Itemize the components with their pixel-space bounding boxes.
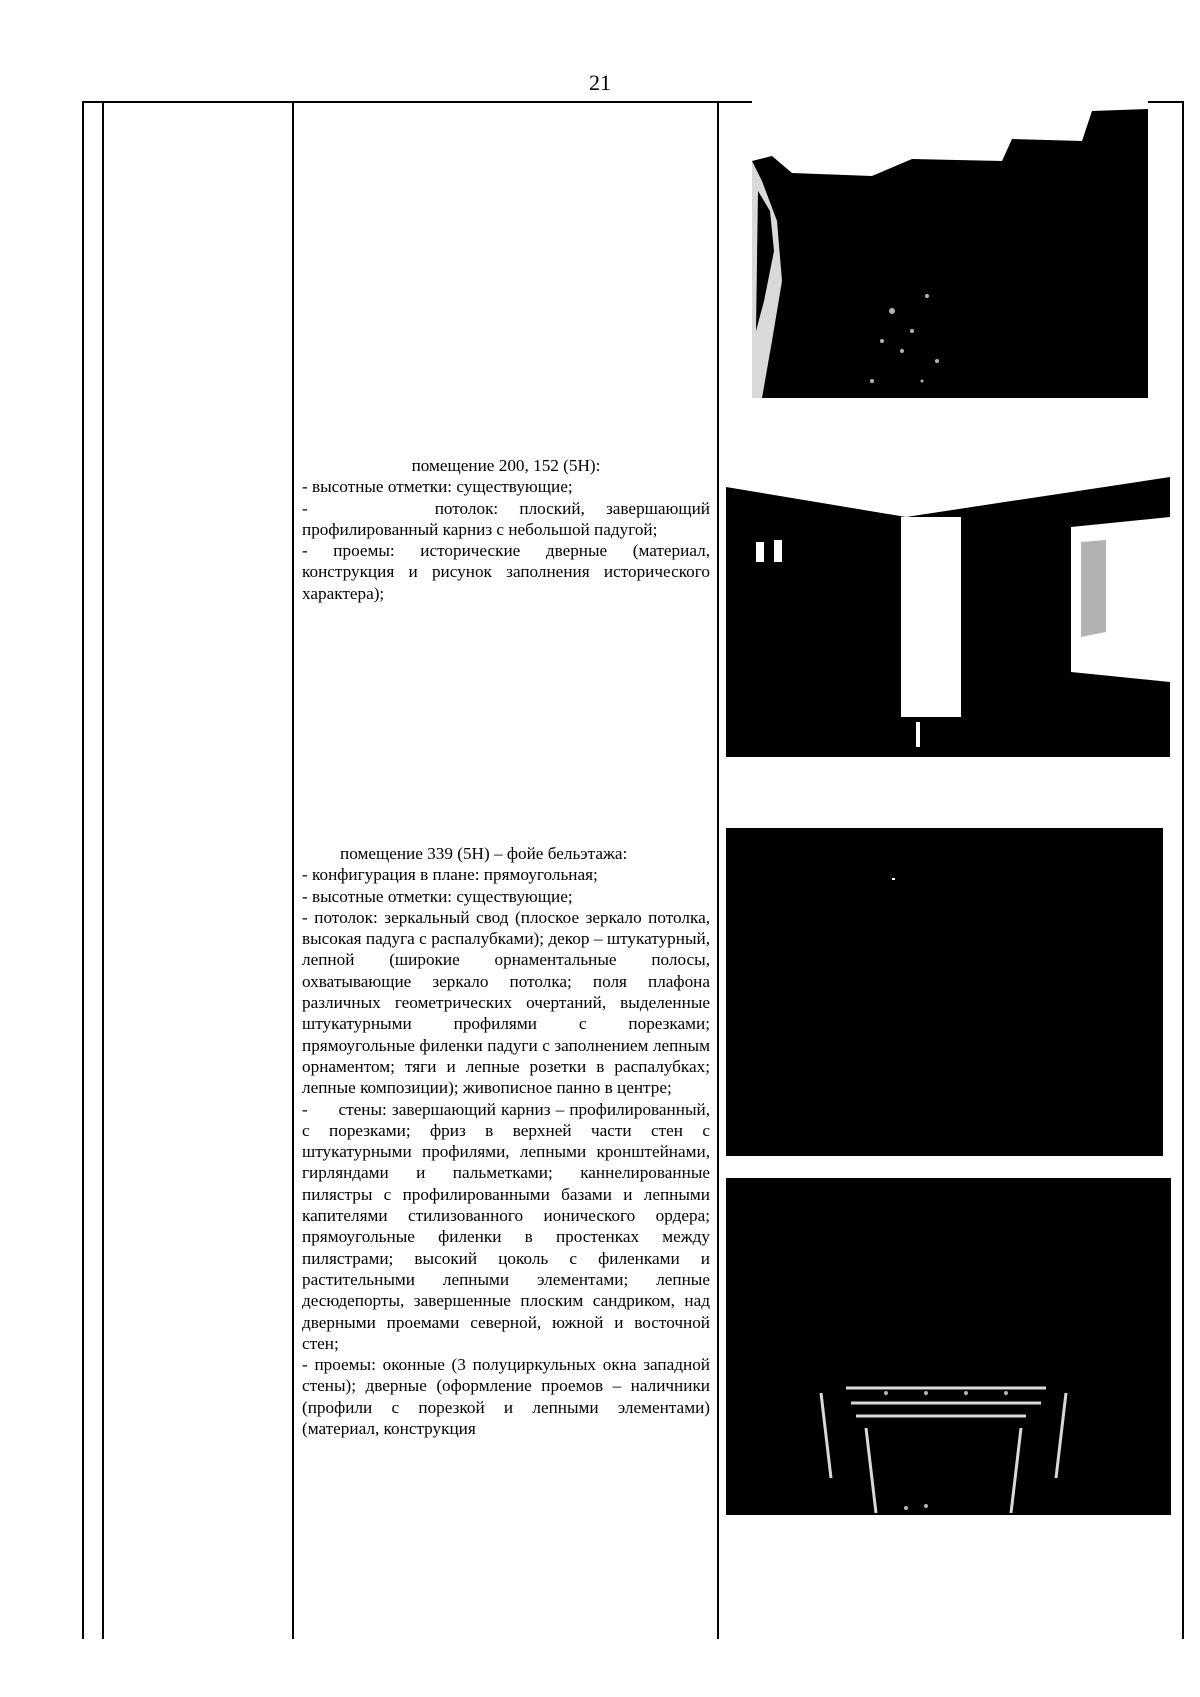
room-339-description [302, 843, 710, 1439]
table-col-line-2 [102, 101, 104, 1639]
room-339-item: - конфигурация в плане: прямоугольная; [302, 865, 598, 885]
photo-foyer-dark [726, 828, 1163, 1156]
room-339-heading: помещение 339 (5Н) – фойе бельэтажа: [340, 844, 628, 863]
photo-ceiling-corner [752, 101, 1148, 398]
room-200-152-description [302, 455, 710, 604]
room-200-152-item: - потолок: плоский, завершающий профилированный карниз с небольшой падугой; [302, 498, 710, 539]
photo-room-door [726, 432, 1170, 757]
table-col-line-1 [82, 101, 84, 1639]
table-col-line-4 [717, 101, 719, 1639]
room-339-item: - потолок: зеркальный свод (плоское зеркало потолка, высокая падуга с распалубками); декор – штукатурный, лепной (широкие орнаментальные полосы, охватывающие зеркало потолка; поля плафона различных геометрических очертаний, выделенные штукатурными профилями с порезками; прямоугольные филенки падуги с заполнением лепным орнаментом; тяги и лепные розетки в распалубках; лепные композиции); живописное панно в центре; [302, 907, 710, 1098]
table-col-line-3 [292, 101, 294, 1639]
table-col-line-5 [1182, 101, 1184, 1639]
room-200-152-item: - высотные отметки: существующие; [302, 477, 573, 497]
room-200-152-heading: помещение 200, 152 (5Н): [411, 456, 601, 475]
room-200-152-item: - проемы: исторические дверные (материал, конструкция и рисунок заполнения исторического характера); [302, 541, 710, 603]
room-339-item: - проемы: оконные (3 полуциркульных окна западной стены); дверные (оформление проемов – наличники (профили с порезкой и лепными элементами) (материал, конструкция [302, 1355, 710, 1439]
room-339-item: - высотные отметки: существующие; [302, 886, 573, 906]
photo-foyer-doorway [726, 1178, 1171, 1515]
page-number: 21 [589, 70, 611, 95]
room-339-item: - стены: завершающий карниз – профилированный, с порезками; фриз в верхней части стен с штукатурными профилями, лепными кронштейнами, гирляндами и пальметками; каннелированные пилястры с профилированными базами и лепными капителями стилизованного ионического ордера; прямоугольные филенки в простенках между пилястрами; высокий цоколь с филенками и растительными лепными элементами; лепные десюдепорты, завершенные плоским сандриком, над дверными проемами северной, южной и восточной стен; [302, 1099, 710, 1353]
